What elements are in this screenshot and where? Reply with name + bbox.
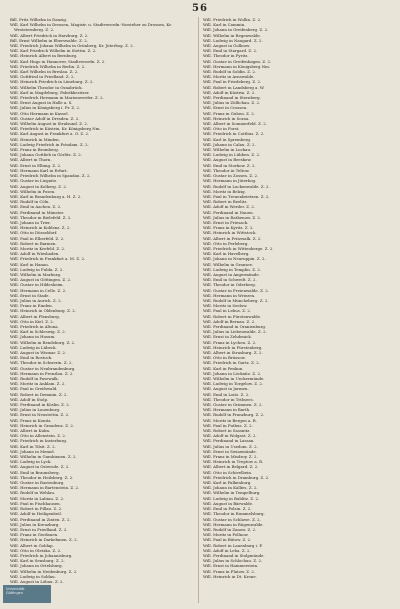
register-entry: Bill. Ernst Wilhelm in Eberswalde. Z. 2.: [10, 37, 88, 43]
column-divider: [198, 17, 199, 603]
register-entry: Will. August in Löbau. Z. 2.: [10, 578, 64, 584]
register-entry: Will. Wilhelm August in Stralsund. Z. 2.: [10, 121, 89, 127]
register-entry: Will. Hermann in Rügenwalde.: [203, 521, 264, 527]
stamp-line: Göttingen: [6, 591, 23, 596]
register-entry: Will. Moritz in Anklam. Z. 2.: [10, 381, 66, 387]
register-entry: Will. Karl in Penkun.: [203, 365, 244, 371]
register-entry: Will. August in Beeskow.: [203, 157, 252, 163]
register-entry: Will. Gustav in Neubrandenburg.: [10, 365, 76, 371]
register-entry: Will. Ernst in Stade.: [10, 292, 50, 298]
register-entry: Will. Ernst in Zehdenick.: [203, 334, 252, 340]
register-entry: Will. Heinrich Albert in Bernburg.: [10, 53, 78, 59]
register-entry: Will. Hermann in Königsberg Nm.: [203, 63, 271, 69]
register-entry: Will. Emil in Braunsberg.: [10, 469, 60, 475]
register-entry: Will. Heinrich in Darkehmen. Z. 2.: [10, 537, 78, 543]
register-entry: Will. Moritz in Belzig.: [203, 188, 246, 194]
register-entry: Will. Wilhelm Theodor in Osnabrück.: [10, 84, 83, 90]
register-entry: Will. August in Kolberg. Z. 2.: [10, 183, 68, 189]
register-entry: Will. Johann in Calau. Z. 2.: [203, 141, 256, 147]
register-entry: Will. Moritz in Pollnow.: [203, 532, 249, 538]
register-entry: Will. Robert in Barmen.: [10, 240, 57, 246]
register-entry: Will. Gottfried in Friedland. Z. 2.: [10, 74, 75, 80]
register-entry: Will. Johann in Neuruppin. Z. 2.: [203, 256, 266, 262]
register-entry: Will. Friedrich in Küstrin, Kr. Königsberg Nm.: [10, 126, 101, 132]
register-entry: Will. Karl in Spremberg.: [203, 136, 252, 142]
register-entry: Will. Ernst in Elbing. Z. 2.: [10, 162, 62, 168]
register-entry: Will. Karl in Sensburg. Z. 2.: [10, 558, 65, 564]
library-stamp: [3, 585, 51, 603]
register-entry: Will. Ernst August in Halle a. S.: [10, 100, 73, 106]
register-entry: Will. Otto in Düsseldorf.: [10, 230, 58, 236]
register-entry: Will. Albert in Sommerfeld. Z. 2.: [203, 121, 267, 127]
register-entry: Will. August in Bärwalde.: [203, 500, 254, 506]
register-entry: Will. Rudolf in Luckenwalde. Z. 2.: [203, 183, 270, 189]
register-entry: Will. Karl in Brandenburg a. H. Z. 2.: [10, 193, 82, 199]
register-entry: Will. Adolf in Stolp.: [10, 396, 49, 402]
register-entry: Will. Franz in Konitz.: [10, 417, 52, 423]
register-entry: Will. August in Angermünde.: [203, 271, 260, 277]
register-entry: Will. Rudolf in Soldin. Z. 2.: [203, 69, 257, 75]
register-entry: Will. Rudolf in Zanow. Z. 2.: [203, 526, 257, 532]
register-entry: Will. Otto in Brüssow.: [203, 355, 246, 361]
register-entry: Will. August in Jarmen.: [203, 386, 249, 392]
register-entry: Will. Ernst in Neustettin. Z. 2.: [10, 412, 70, 418]
register-entry: Will. Franz in Flatow. Z. 2.: [203, 568, 256, 574]
register-entry: Will. Adolf in Wiesbaden.: [10, 251, 60, 257]
register-entry: Will. Karl in Schleswig. Z. 2.: [10, 329, 66, 335]
register-entry: Will. Theodor in Schwerin. Z. 2.: [10, 360, 73, 366]
register-entry: Will. Franz in Lychen. Z. 2.: [203, 339, 257, 345]
register-entry: Will. Robert in Demmin. Z. 2.: [10, 391, 68, 397]
register-entry: Will. Hermann in Barth.: [203, 407, 251, 413]
register-entry: Will. Johann in Husum.: [10, 334, 56, 340]
register-entry: Will. Karl August in Frankfurt a. O. Z. 2.: [10, 131, 90, 137]
register-entry: Will. Ludwig in Soldau.: [10, 573, 56, 579]
left-column: [10, 17, 200, 603]
register-entry: Will. Theodor in Rummelsburg.: [203, 511, 265, 517]
register-entry: Will. Paul in Fischhausen.: [10, 500, 61, 506]
register-entry: Will. Hermann in Bartenstein. Z. 2.: [10, 485, 80, 491]
register-entry: Will. Johann Gottlieb in Görlitz. Z. 2.: [10, 152, 82, 158]
register-entry: Will. Friedrich Wilhelm in Spandau. Z. 2.: [10, 173, 91, 179]
register-entry: Will. Theodor in Pyritz.: [203, 53, 249, 59]
register-entry: Will. Ludwig in Lübeck.: [10, 344, 57, 350]
register-entry: Will. Ernst in Swinemünde.: [203, 448, 257, 454]
register-entry: Will. Hermann in Celle. Z. 2.: [10, 287, 67, 293]
register-entry: Will. Heinrich in Graudenz. Z. 2.: [10, 422, 75, 428]
register-entry: Will. Heinrich Friedrich in Lüneburg. Z. 2.: [10, 79, 94, 85]
register-entry: Will. Wilhelm in Posen.: [10, 188, 56, 194]
register-entry: Will. Gustav in Schlawe. Z. 2.: [203, 516, 261, 522]
register-entry: Will. Gustav in Liegnitz.: [10, 178, 58, 184]
register-entry: Will. Otto in Forst.: [203, 126, 240, 132]
register-entry: Will. Ferdinand in Nauen.: [203, 209, 254, 215]
register-entry: Will. Albert in Strasburg. Z. 2.: [203, 350, 263, 355]
register-entry: Will. August in Göttingen. Z. 2.: [10, 277, 72, 283]
register-entry: Will. Hermann in Prenzlau. Z. 2.: [10, 370, 74, 376]
register-entry: Will. Moritz in Arnswalde.: [203, 74, 255, 80]
register-entry: Will. August in Osterode. Z. 2.: [10, 464, 70, 470]
register-entry: Will. Paul in Greifswald.: [10, 386, 58, 392]
register-entry: Will. Julius in Züllichau. Z. 2.: [203, 100, 261, 106]
register-entry: Will. Albert in Thorn.: [10, 157, 52, 163]
register-entry: Will. Ludwig in Lübben. Z. 2.: [203, 152, 261, 158]
register-entry: Will. Ludwig in Torgelow. Z. 2.: [203, 381, 264, 387]
register-entry: Will. Johann in Löcknitz. Z. 2.: [203, 370, 262, 376]
register-entry: Will. Robert in Lauenburg i. P.: [203, 542, 263, 548]
register-entry: Will. Otto in Schivelbein.: [203, 469, 253, 475]
register-entry: Will. Ferdinand in Oranienburg.: [203, 323, 267, 329]
register-entry: Will. Heinrich in Oldenburg. Z. 2.: [10, 308, 76, 314]
register-entry: Will. Theodor in Oderberg.: [203, 282, 257, 288]
register-entry: Will. Albert in Flensburg.: [10, 313, 60, 319]
register-entry: Will. Albert in Pritzwalk. Z. 2.: [203, 235, 262, 241]
register-entry: Will. Rudolf in Cöln.: [10, 199, 50, 205]
register-entry: Will. Ernst in Crossen.: [203, 105, 248, 111]
register-entry: Will. Julius in Rathenow. Z. 2.: [203, 214, 262, 220]
register-entry: Will. Albert in Goldap.: [10, 542, 54, 548]
register-entry: Will. Heinrich in Sorau.: [203, 115, 250, 121]
register-entry: Will. Franz in Bromberg.: [10, 147, 59, 153]
register-entry: Will. Rudolf in Pasewalk.: [10, 376, 59, 382]
register-entry: Will. Friedrich Hermann in Marienwerder. Z. 2.: [10, 95, 104, 101]
register-entry: Will. Friedrich in Insterburg.: [10, 438, 68, 444]
register-entry: Will. Robert in Pillau. Z. 2.: [10, 506, 63, 512]
register-entry: Will. Karl in Magdeburg, Fabrikbesitzer.: [10, 89, 90, 95]
register-entry: Will. Heinrich in Koblenz. Z. 2.: [10, 225, 71, 231]
register-entry: Will. Hermann Karl in Erfurt.: [10, 167, 68, 173]
register-entry: Will. Otto in Perleberg.: [203, 240, 249, 246]
register-entry: Will. Ferdinand in Lassan.: [203, 438, 255, 444]
register-entry: Will. Theodor in Tribsees.: [203, 396, 254, 402]
register-entry: Will. Franz in Emden.: [10, 303, 53, 309]
register-entry: Will. Karl in Hanau.: [10, 261, 49, 267]
register-entry: Will. Ludwig in Templin. Z. 2.: [203, 266, 262, 272]
register-entry: Will. Moritz in Krefeld. Z. 2.: [10, 245, 66, 251]
register-entry: Will. Friedrich Johann Wilhelm in Grünberg, Kr. Jüterbog. Z. 2.: [10, 43, 134, 49]
register-entry: Will. Gustav in Hildesheim.: [10, 282, 64, 288]
register-entry: Bill. Fritz Wilhelm in Danzig.: [10, 17, 68, 22]
register-entry: Will. Julius in Königsberg i. Pr. Z. 2.: [10, 105, 81, 111]
register-entry: Will. August in Gollnow.: [203, 43, 251, 49]
register-entry: Will. Heinrich in Minden.: [10, 136, 60, 142]
register-entry: Will. Johann in Greifenberg. Z. 2.: [203, 27, 269, 33]
register-entry: Will. Wilhelm in Ueckermünde.: [203, 376, 265, 382]
register-entry: Will. Ferdinand in Zinten. Z. 2.: [10, 516, 71, 522]
register-entry: Will. Gustav in Greifenhagen. Z. 2.: [203, 58, 272, 64]
register-entry: Will. Heinrich in Fürstenberg.: [203, 344, 263, 350]
register-entry: Will. Gustav in Grimmen. Z. 2.: [203, 402, 263, 408]
register-entry: Will. Franz in Guben. Z. 2.: [203, 110, 256, 116]
register-entry: Will. Hermann in Wriezen.: [203, 292, 256, 298]
register-entry: Will. Paul in Lebus. Z. 2.: [203, 308, 252, 314]
register-entry: Will. Julius in Usedom. Z. 2.: [203, 443, 258, 449]
register-entry: Will. Ludwig in Lyck.: [10, 459, 52, 465]
register-entry: Will. Heinrich in Treptow a. R.: [203, 459, 264, 465]
register-entry: Will. Ferdinand in Stolpmünde.: [203, 552, 265, 558]
register-entry: Will. Ferdinand in Sternberg.: [203, 95, 261, 101]
register-entry: Will. Robert in Beelitz.: [203, 199, 248, 205]
register-entry: Will. Wilhelm in Luckau.: [203, 147, 252, 153]
register-entry: Will. Otto in Allenstein. Z. 2.: [10, 433, 67, 439]
register-entry: Will. Emil in Aachen. Z. 2.: [10, 204, 62, 210]
register-entry: Will. Friedrich in Wittenberge. Z. 2.: [203, 245, 274, 251]
register-entry: Will. Heinrich in Dt. Krone.: [203, 573, 257, 579]
register-entry: Will. Friedrich in Gartz. Z. 2.: [203, 360, 260, 366]
register-entry: Will. Julius in Lauenburg.: [10, 407, 61, 413]
register-entry: Will. Rudolf in Franzburg. Z. 2.: [203, 412, 265, 418]
register-entry: Will. Robert in Fürstenwalde.: [203, 313, 262, 319]
register-entry: Will. Emil in Polzin. Z. 2.: [203, 506, 252, 512]
register-entry: Will. Wilhelm in Tempelburg.: [203, 490, 261, 496]
register-entry: Will. Adolf in Leba. Z. 2.: [203, 547, 251, 553]
register-entry: Will. Karl in Tilsit. Z. 2.: [10, 443, 56, 449]
register-entry: Will. Wilhelm in Neidenburg. Z. 2.: [10, 568, 78, 574]
register-entry: Will. Robert in Landsberg a. W.: [203, 84, 265, 90]
register-entry: Will. Julius in Kreuzburg.: [10, 521, 60, 527]
register-entry: Will. Robert in Sassnitz.: [203, 428, 251, 434]
register-entry: Will. Friedrich in Dramburg. Z. 2.: [203, 474, 270, 480]
register-entry: Will. Johann in Ortelsburg.: [10, 563, 63, 569]
register-entry: Will. Ernst in Friesack.: [203, 219, 249, 225]
register-entry: Will. Julius in Liebenwalde. Z. 2.: [203, 329, 267, 335]
register-entry: Will. Wilhelm in Regenwalde.: [203, 32, 261, 38]
register-entry: Will. August in Wismar. Z. 2.: [10, 350, 67, 355]
register-entry: Will. Adolf in Bernau. Z. 2.: [203, 318, 256, 324]
register-entry: Will. Rudolf in Müncheberg. Z. 2.: [203, 297, 269, 303]
register-entry: Will. Franz in Kyritz. Z. 2.: [203, 225, 254, 231]
register-entry: Will. Moritz in Bergen a. R.: [203, 417, 257, 423]
register-entry: Will. Gustav Adolf in Dresden. Z. 2.: [10, 115, 80, 121]
register-entry: Will. Friedrich in Altona.: [10, 323, 59, 329]
register-entry: Will. Otto in Oletzko. Z. 2.: [10, 547, 62, 553]
register-entry: Will. Karl in Havelberg.: [203, 251, 250, 257]
register-entry: Will. Paul in Putbus. Z. 2.: [203, 422, 253, 428]
register-entry: Will. Karl Hugo in Hannover, Stadtverordn. Z. 2.: [10, 58, 106, 64]
register-entry: Will. Emil in Stargard. Z. 2.: [203, 48, 258, 54]
register-entry: Will. Emil in Rostock.: [10, 355, 53, 361]
register-entry: Will. Gustav in Freienwalde. Z. 2.: [203, 287, 269, 293]
register-entry: Will. Friedrich in Cottbus. Z. 2.: [203, 131, 265, 137]
register-entry: Will. Theodor in Heilsberg. Z. 2.: [10, 474, 74, 480]
register-entry: Will. Otto in Kiel. Z. 2.: [10, 318, 55, 324]
register-entry: Will. Julius in Schlochau. Z. 2.: [203, 558, 263, 564]
register-entry: Will. Adolf in Werder. Z. 2.: [203, 204, 256, 210]
register-entry: Will. Karl in Falkenburg.: [203, 480, 252, 486]
register-entry: Will. Wilhelm in Marburg.: [10, 271, 62, 277]
register-entry: Will. Friedrich in Wollin. Z. 2.: [203, 17, 262, 22]
register-entry: Will. Theodor in Bielefeld. Z. 2.: [10, 214, 72, 220]
register-entry: Will. Paul in Bütow. Z. 2.: [203, 537, 252, 543]
register-entry: Will. Moritz in Labiau. Z. 2.: [10, 495, 65, 501]
register-entry: Will. Emil in Storkow. Z. 2.: [203, 162, 256, 168]
register-entry: Will. Friedrich Wilhelm in Berlin. Z. 2.: [10, 63, 86, 69]
register-entry: Will. Franz in Misdroy. Z. 2.: [203, 454, 258, 460]
register-entry: Will. Ludwig in Bublitz. Z. 2.: [203, 495, 260, 501]
register-entry: Will. Ferdinand in Köslin. Z. 2.: [10, 402, 70, 408]
register-entry: Will. Karl Wilhelm in Drossen, Magistr. u. Stadtverordn.-Vorsteher zu Drossen, Kr. Weststernberg. Z. 2.: [10, 22, 172, 33]
register-entry: Will. Albert in Kulm.: [10, 428, 51, 434]
stamp-line: Universität: [6, 587, 25, 591]
register-entry: Will. Johann in Trier.: [10, 219, 51, 225]
register-entry: Will. Ernst in Hammerstein.: [203, 563, 259, 569]
register-entry: Will. Wilhelm in Gumbinnen. Z. 2.: [10, 454, 77, 460]
register-entry: Will. Franz in Gerdauen.: [10, 532, 59, 538]
register-entry: Will. Adolf in Küstrin. Z. 2.: [203, 89, 256, 95]
register-entry: Will. Ernst in Friedland. Z. 2.: [10, 526, 68, 532]
register-entry: Will. Wilhelm in Gransee.: [203, 261, 254, 267]
register-entry: Will. Paul in Elberfeld. Z. 2.: [10, 235, 65, 241]
register-entry: Will. Rudolf in Wehlau.: [10, 490, 56, 496]
right-column: [203, 17, 393, 603]
register-entry: Will. Gustav in Zossen. Z. 2.: [203, 173, 259, 179]
register-entry: Will. Theodor in Teltow.: [203, 167, 250, 173]
register-entry: Will. Emil in Loitz. Z. 2.: [203, 391, 250, 397]
register-entry: Will. Ludwig in Naugard. Z. 2.: [203, 37, 263, 43]
register-entry: Will. Adolf in Wolgast. Z. 2.: [203, 433, 257, 439]
register-entry: Will. Ludwig in Fulda. Z. 2.: [10, 266, 64, 272]
register-entry: Will. Gustav in Rastenburg.: [10, 480, 65, 486]
register-entry: Will. Otto Hermann in Kassel.: [10, 110, 69, 116]
register-entry: Will. Karl in Cammin.: [203, 22, 246, 28]
register-entry: Will. Heinrich in Wittstock.: [203, 230, 257, 236]
register-entry: Will. Paul in Friedeberg. Z. 2.: [203, 79, 262, 85]
register-entry: Will. Ferdinand in Münster.: [10, 209, 65, 215]
register-entry: Will. Paul in Treuenbrietzen. Z. 2.: [203, 193, 270, 199]
register-entry: Will. Friedrich in Johannisburg.: [10, 552, 73, 558]
register-entry: Will. Adolf in Heiligenbeil.: [10, 511, 62, 517]
register-entry: Will. Wilhelm in Rendsburg. Z. 2.: [10, 339, 76, 345]
register-entry: Will. Albert in Belgard. Z. 2.: [203, 464, 259, 470]
register-entry: Will. Ludwig Friedrich in Potsdam. Z. 2.: [10, 141, 89, 147]
register-entry: Will. Moritz in Seelow.: [203, 303, 248, 309]
register-entry: Will. Johann in Memel.: [10, 448, 55, 454]
page-number: 56: [192, 3, 208, 14]
register-entry: Will. Emil in Schwedt. Z. 2.: [203, 277, 257, 283]
register-entry: Will. Johann in Kallies. Z. 2.: [203, 485, 258, 491]
register-entry: Will. Hermann in Jüterbog.: [203, 178, 257, 184]
register-entry: Will. Friedrich in Frankfurt a. M. Z. 2.: [10, 256, 86, 262]
register-entry: Will. Karl Wilhelm in Breslau. Z. 2.: [10, 69, 79, 75]
register-entry: Will. Karl Friedrich Wilhelm in Stettin. Z. 2.: [10, 48, 97, 54]
register-entry: Will. Albert Friedrich in Harzburg. Z. 2.: [10, 32, 89, 38]
register-entry: Will. Julius in Aurich. Z. 2.: [10, 297, 62, 303]
